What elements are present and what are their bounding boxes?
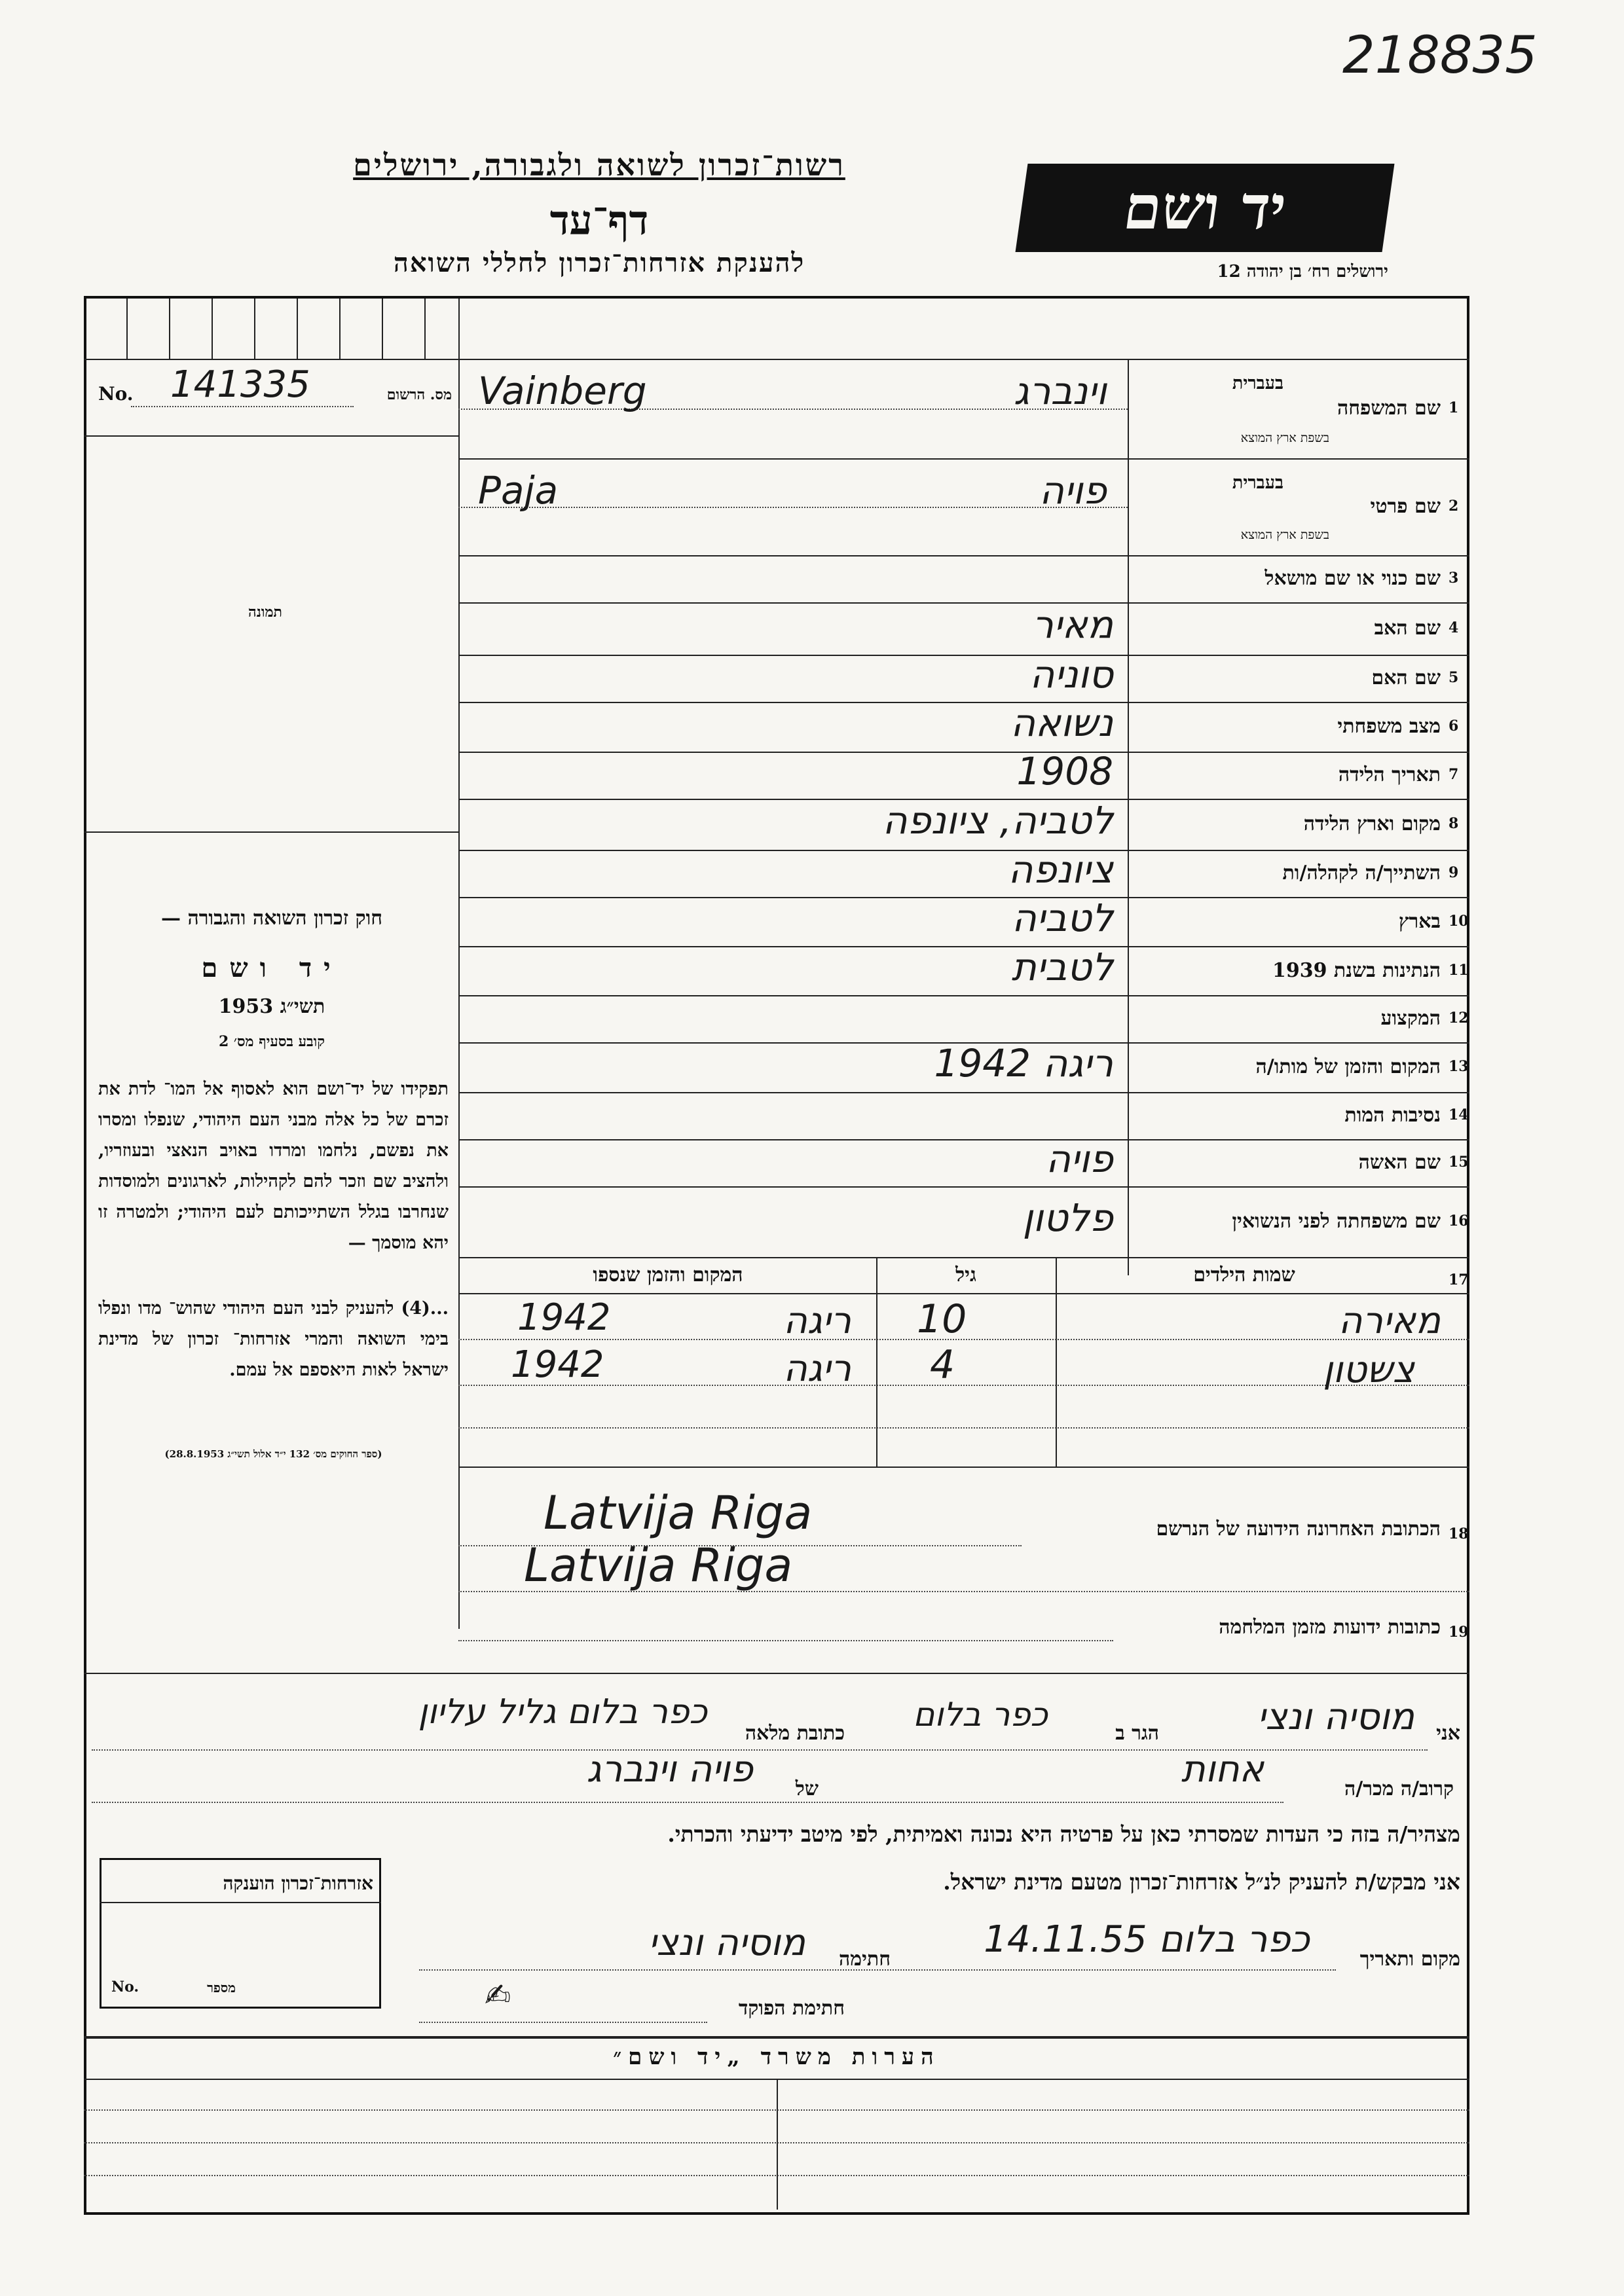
field-label: המקצוע: [1380, 1007, 1441, 1030]
field-label: שם פרטי: [1370, 495, 1441, 518]
field-number: 16: [1449, 1212, 1469, 1230]
field-number: 8: [1449, 815, 1459, 832]
law-name: יד ושם: [201, 953, 342, 983]
declaration-garb: הגר ב: [1115, 1722, 1159, 1745]
child-name: צשטון: [1323, 1349, 1414, 1391]
registration-label: מס. הרשום: [386, 386, 452, 403]
declaration-ani: אני: [1436, 1722, 1460, 1745]
field-number: 12: [1449, 1010, 1469, 1027]
field-value: לטביה, ציונפה: [882, 798, 1113, 843]
law-year: תשי״ג 1953: [218, 995, 325, 1018]
field-number: 14: [1449, 1106, 1469, 1123]
field-label: שם המשפחה: [1337, 397, 1441, 420]
field-label: מקום וארץ הלידה: [1303, 812, 1441, 835]
form-title: דף־עד: [549, 196, 649, 244]
field-value: 1908: [1016, 749, 1113, 793]
field-sub-local: בשפת ארץ המוצא: [1240, 431, 1329, 445]
field-number: 10: [1449, 912, 1469, 930]
remarks-title: הערות משרד „יד ושם״: [613, 2044, 940, 2070]
field-sub-hebrew: בעברית: [1232, 373, 1283, 393]
field-value: נשואה: [1010, 701, 1113, 745]
row-divider: [458, 995, 1469, 996]
law-reference: (ספר החוקים מס׳ 132 י״ד אלול תשי״ג 28.8.1953): [164, 1448, 382, 1460]
child-place: ריגה: [783, 1347, 851, 1390]
address-last-line2: Latvija Riga: [524, 1539, 793, 1592]
field-label: בארץ: [1398, 909, 1441, 933]
law-paragraph: תפקידו של יד־ושם הוא לאסוף אל המו־ לדת את זכרם של כל אלה מבני העם היהודי, שנפלו ומסרו את נפשם, נלחמו ומרדו באויב הנאצי ובעוזריו, ולהציב שם וזכר להם לקהילות, לארגונים ולמוסדות שנחרבו בגלל השתייכותם לעם היהודי; ולמטרה זו יהא מוסמך —: [98, 1079, 449, 1253]
field-label: השתייך/ה לקהלה/ות: [1282, 862, 1441, 884]
field-label: שם האשה: [1358, 1151, 1441, 1174]
officer-signature-label: חתימת הפוקד: [738, 1997, 845, 2020]
law-title: חוק זכרון השואה והגבורה —: [161, 907, 382, 930]
declarant-full-address: כפר בלום גליל עליון: [418, 1692, 707, 1732]
logo-address: ירושלים רח׳ בן יהודה 12: [1217, 262, 1388, 282]
field-label: שם האם: [1371, 666, 1441, 689]
address-war-number: 19: [1449, 1624, 1469, 1641]
field-number: 15: [1449, 1154, 1469, 1171]
children-col-place: המקום והזמן שנספו: [593, 1264, 743, 1286]
address-last-label: הכתובת האחרונה הידועה של הנרשם: [1156, 1518, 1441, 1540]
row-divider: [458, 555, 1469, 556]
row-divider: [458, 1092, 1469, 1093]
place-date-value: כפר בלום 14.11.55: [984, 1918, 1310, 1961]
row-divider: [458, 1186, 1469, 1188]
row-divider: [458, 458, 1469, 460]
field-value-hebrew: וינברג: [1013, 369, 1107, 413]
field-value-local: Paja: [478, 468, 559, 513]
yad-vashem-logo: יד ושם: [1016, 164, 1395, 252]
of-name: פויה וינברג: [586, 1748, 753, 1791]
child-age: 4: [930, 1342, 955, 1388]
field-value: ריגה 1942: [934, 1041, 1113, 1085]
law-clause: קובע בסעיף מס׳ 2: [218, 1033, 325, 1050]
citizenship-no-label: No.: [111, 1978, 139, 1995]
field-label: תאריך הלידה: [1338, 763, 1441, 786]
law-paragraph-2: ...(4) להעניק לבני העם היהודי שהוש־ מדו ונפלו בימי השואה והמרי אזרחות־ זכרון של מדינת ישראל לאות היאספם אל עמם.: [98, 1298, 449, 1380]
child-age: 10: [917, 1296, 967, 1342]
relation-value: אחות: [1181, 1748, 1264, 1791]
address-last-number: 18: [1449, 1525, 1469, 1542]
field-number: 1: [1449, 399, 1459, 416]
registration-number: 141335: [170, 363, 310, 406]
form-subtitle: להענקת אזרחות־זכרון לחללי השואה: [393, 247, 805, 278]
field-value-hebrew: פויה: [1039, 468, 1107, 513]
field-label: המקום והזמן של מותו/ה: [1255, 1055, 1441, 1078]
field-number: 4: [1449, 619, 1459, 636]
field-sub-local: בשפת ארץ המוצא: [1240, 528, 1329, 542]
full-address-label: כתובת מלאה: [745, 1722, 845, 1745]
field-value: פויה: [1046, 1137, 1113, 1181]
field-number: 2: [1449, 498, 1459, 515]
relative-label: קרוב/ה מכר/ה: [1344, 1777, 1454, 1800]
field-label: הנתינות בשנת 1939: [1272, 958, 1441, 982]
place-date-label: מקום ותאריך: [1359, 1948, 1460, 1971]
child-year: 1942: [511, 1343, 604, 1386]
address-last-line1: Latvija Riga: [544, 1486, 813, 1540]
child-name: מאירה: [1338, 1300, 1441, 1342]
field-value: סוניה: [1029, 652, 1113, 697]
of-label: של: [795, 1777, 819, 1800]
children-col-age: גיל: [955, 1264, 976, 1286]
field-sub-hebrew: בעברית: [1232, 473, 1283, 493]
field-label: שם משפחתה לפני הנשואין: [1232, 1210, 1441, 1233]
field-value: פלטון: [1022, 1195, 1113, 1240]
address-war-label: כתובות ידועות מזמן המלחמה: [1219, 1616, 1441, 1639]
authority-title: רשות־זכרון לשואה ולגבורה, ירושלים: [353, 147, 845, 183]
field-number: 7: [1449, 766, 1459, 783]
field-number: 9: [1449, 864, 1459, 881]
field-number: 13: [1449, 1058, 1469, 1075]
citizenship-title: אזרחות־זכרון הוענקה: [223, 1872, 373, 1894]
field-value: לטבית: [1011, 944, 1113, 989]
child-year: 1942: [517, 1296, 611, 1339]
field-value: מאיר: [1032, 602, 1113, 647]
photo-label: תמונה: [248, 604, 282, 621]
field-number: 11: [1449, 961, 1469, 979]
field-value: ציונפה: [1008, 847, 1113, 892]
field-value-local: Vainberg: [478, 369, 647, 413]
field-label: שם האב: [1374, 617, 1441, 640]
field-number: 3: [1449, 570, 1459, 587]
field-label: מצב משפחתי: [1337, 715, 1441, 738]
field-value: לטביה: [1012, 895, 1113, 940]
citizenship-number-label: מספר: [207, 1980, 236, 1995]
field-label: נסיבות המות: [1344, 1104, 1441, 1127]
child-place: ריגה: [783, 1300, 851, 1342]
signature-value: מוסיה ונצי: [648, 1922, 805, 1964]
field-number: 5: [1449, 669, 1459, 686]
field-number: 6: [1449, 718, 1459, 735]
signature-label: חתימה: [839, 1948, 891, 1971]
registration-no-label: No.: [98, 383, 134, 405]
declaration-statement-2: אני מבקש/ת להעניק לנ״ל אזרחות־זכרון מטעם מדינת ישראל.: [943, 1869, 1460, 1895]
archive-number: 218835: [1342, 26, 1538, 85]
declaration-statement-1: מצהיר/ה בזה כי העדות שמסרתי כאן על פרטיה היא נכונה ואמיתית, לפי מיטב ידיעתי והכרתי.: [667, 1821, 1460, 1847]
field-label: שם כנוי או שם מושאל: [1264, 567, 1441, 590]
declarant-city: כפר בלום: [913, 1696, 1048, 1734]
children-col-names: שמות הילדים: [1193, 1264, 1295, 1286]
officer-signature: ✍: [485, 1977, 511, 2014]
children-number: 17: [1449, 1271, 1469, 1288]
declarant-name: מוסיה ונצי: [1257, 1696, 1414, 1738]
